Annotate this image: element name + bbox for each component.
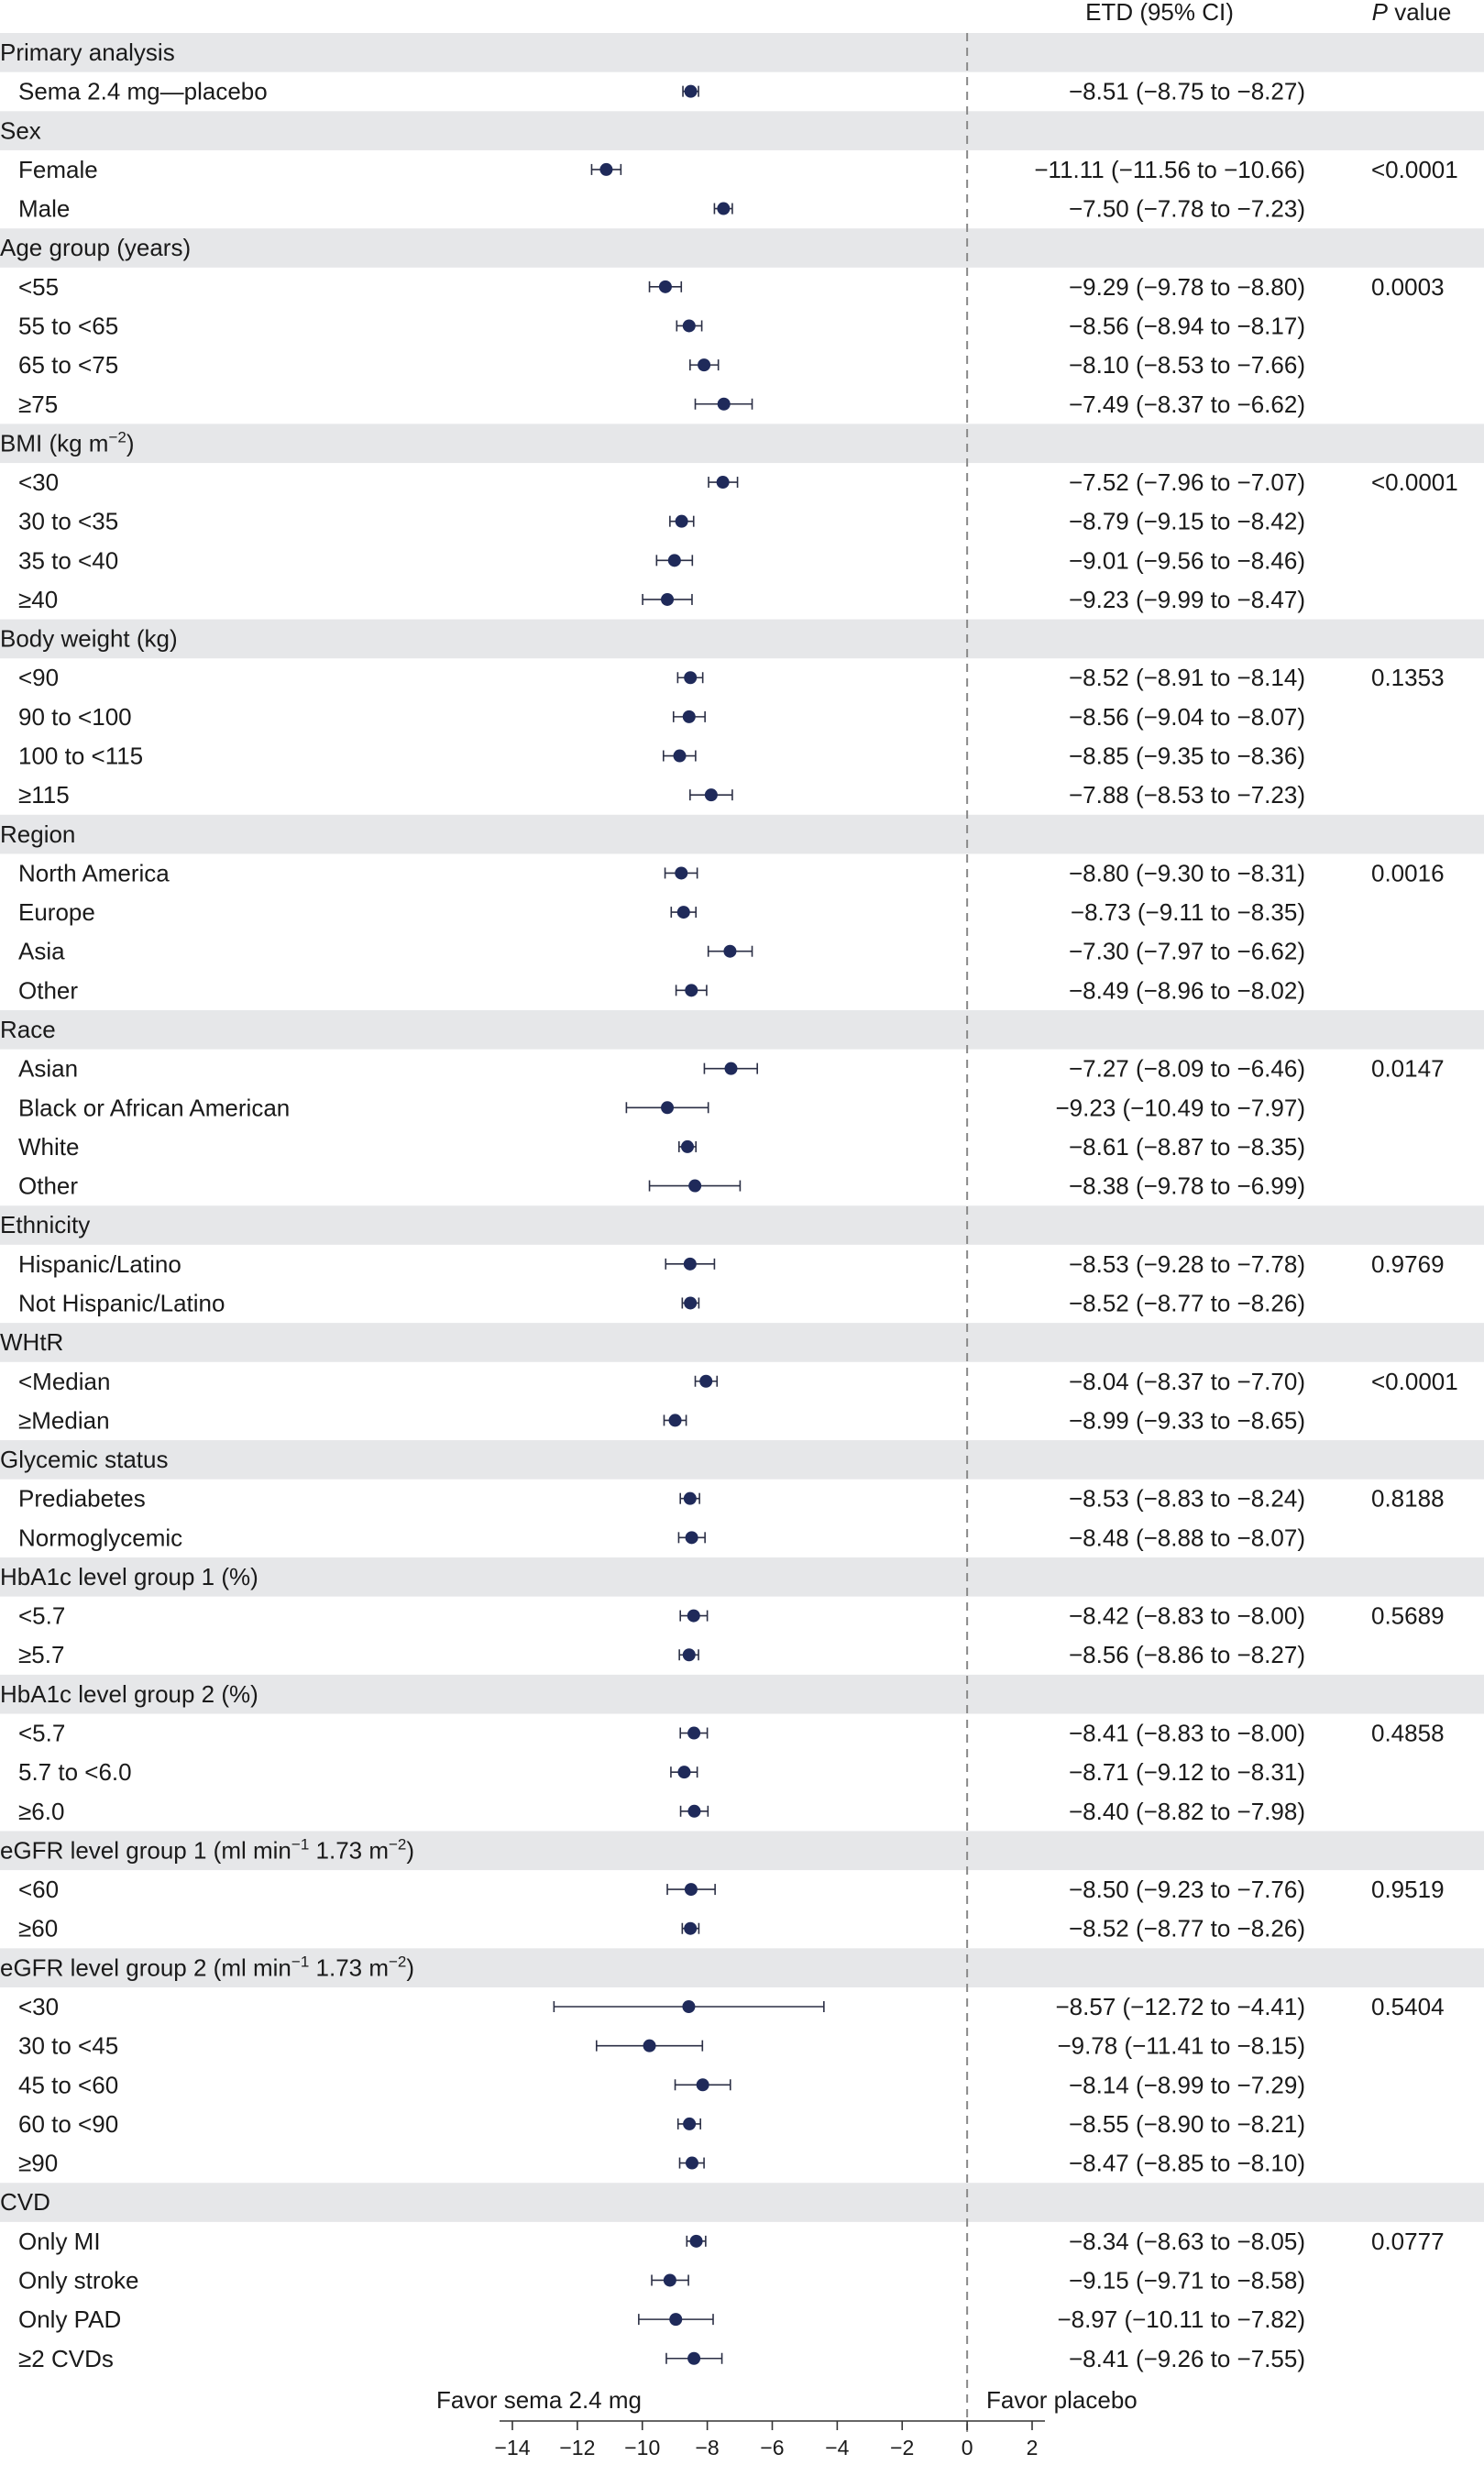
point-estimate	[684, 1258, 697, 1271]
etd-value: −9.78 (−11.41 to −8.15)	[1057, 2031, 1305, 2060]
p-value: <0.0001	[1371, 468, 1458, 497]
point-estimate	[661, 1101, 674, 1114]
group-label-5: Region	[0, 820, 76, 848]
point-estimate	[717, 476, 730, 489]
etd-value: −8.53 (−9.28 to −7.78)	[1068, 1249, 1305, 1278]
row-label: Not Hispanic/Latino	[18, 1289, 225, 1317]
row-label: Hispanic/Latino	[18, 1249, 181, 1278]
row-label: <30	[18, 1993, 60, 2020]
x-tick-label: 2	[1026, 2436, 1039, 2459]
point-estimate	[718, 398, 731, 411]
row-label: ≥115	[18, 781, 70, 809]
group-label-0: Primary analysis	[0, 39, 175, 66]
row-label: 65 to <75	[18, 351, 119, 380]
point-estimate	[683, 319, 696, 332]
point-estimate	[684, 1922, 697, 1935]
group-band	[0, 1010, 1484, 1050]
etd-value: −8.50 (−9.23 to −7.76)	[1068, 1876, 1305, 1904]
point-estimate	[705, 788, 718, 801]
x-tick-label: −6	[760, 2436, 785, 2459]
row-label: 30 to <45	[18, 2031, 119, 2060]
point-estimate	[724, 1062, 737, 1075]
point-estimate	[664, 2273, 676, 2286]
etd-value: −8.80 (−9.30 to −8.31)	[1068, 859, 1305, 887]
p-value: 0.9519	[1371, 1876, 1445, 1904]
point-estimate	[684, 671, 697, 684]
etd-value: −8.47 (−8.85 to −8.10)	[1068, 2149, 1305, 2177]
group-band	[0, 1440, 1484, 1480]
etd-value: −9.01 (−9.56 to −8.46)	[1068, 546, 1305, 575]
etd-value: −8.55 (−8.90 to −8.21)	[1068, 2109, 1305, 2138]
favor-right-label: Favor placebo	[986, 2386, 1138, 2414]
point-estimate	[690, 2235, 703, 2248]
p-value: 0.5404	[1371, 1993, 1445, 2020]
etd-value: −8.56 (−8.94 to −8.17)	[1068, 312, 1305, 340]
x-tick-label: −8	[695, 2436, 720, 2459]
row-label: Male	[18, 194, 71, 223]
group-band	[0, 424, 1484, 463]
row-label: Sema 2.4 mg—placebo	[18, 77, 268, 105]
etd-value: −9.23 (−9.99 to −8.47)	[1068, 585, 1305, 613]
point-estimate	[698, 358, 710, 371]
point-estimate	[688, 1180, 701, 1193]
group-band	[0, 33, 1484, 72]
etd-value: −8.85 (−9.35 to −8.36)	[1068, 742, 1305, 770]
group-label-4: Body weight (kg)	[0, 624, 178, 653]
row-label: <55	[18, 272, 60, 301]
point-estimate	[659, 281, 672, 293]
row-label: Other	[18, 1172, 79, 1200]
group-band	[0, 815, 1484, 854]
etd-value: −8.73 (−9.11 to −8.35)	[1070, 898, 1305, 927]
group-label-10: HbA1c level group 1 (%)	[0, 1562, 258, 1590]
p-value: 0.0003	[1371, 272, 1445, 301]
x-tick-label: −10	[624, 2436, 661, 2459]
row-label: <5.7	[18, 1601, 66, 1630]
etd-value: −8.38 (−9.78 to −6.99)	[1068, 1172, 1305, 1200]
header-p-value: P value	[1371, 0, 1452, 26]
p-value: 0.4858	[1371, 1719, 1445, 1747]
etd-value: −8.14 (−8.99 to −7.29)	[1068, 2071, 1305, 2099]
row-label: ≥40	[18, 585, 59, 613]
row-label: ≥2 CVDs	[18, 2344, 114, 2372]
point-estimate	[684, 1296, 697, 1309]
row-label: Only PAD	[18, 2305, 122, 2334]
row-label: Asia	[18, 937, 65, 965]
etd-value: −8.97 (−10.11 to −7.82)	[1057, 2305, 1305, 2334]
row-label: 90 to <100	[18, 702, 132, 731]
row-label: Only MI	[18, 2227, 101, 2255]
row-label: Prediabetes	[18, 1484, 146, 1513]
p-value: 0.0777	[1371, 2227, 1445, 2255]
row-label: 5.7 to <6.0	[18, 1758, 132, 1787]
etd-value: −8.56 (−8.86 to −8.27)	[1068, 1641, 1305, 1669]
etd-value: −7.27 (−8.09 to −6.46)	[1068, 1054, 1305, 1083]
row-label: 60 to <90	[18, 2109, 119, 2138]
header-etd: ETD (95% CI)	[1085, 0, 1234, 26]
point-estimate	[599, 163, 612, 176]
etd-value: −8.41 (−8.83 to −8.00)	[1068, 1719, 1305, 1747]
etd-value: −8.49 (−8.96 to −8.02)	[1068, 976, 1305, 1005]
group-label-7: Ethnicity	[0, 1211, 91, 1239]
row-label: <90	[18, 664, 60, 692]
point-estimate	[668, 554, 681, 567]
etd-value: −7.52 (−7.96 to −7.07)	[1068, 468, 1305, 497]
etd-value: −9.29 (−9.78 to −8.80)	[1068, 272, 1305, 301]
point-estimate	[697, 2078, 709, 2091]
x-tick-label: −2	[890, 2436, 915, 2459]
row-label: ≥5.7	[18, 1641, 65, 1669]
row-label: 45 to <60	[18, 2071, 119, 2099]
etd-value: −8.48 (−8.88 to −8.07)	[1068, 1524, 1305, 1552]
x-tick-label: −14	[494, 2436, 531, 2459]
point-estimate	[686, 2157, 698, 2170]
row-label: White	[18, 1132, 80, 1161]
p-value: <0.0001	[1371, 1367, 1458, 1395]
point-estimate	[674, 750, 687, 763]
etd-value: −9.23 (−10.49 to −7.97)	[1055, 1094, 1305, 1122]
etd-value: −8.79 (−9.15 to −8.42)	[1068, 507, 1305, 535]
row-label: Normoglycemic	[18, 1524, 183, 1552]
etd-value: −8.99 (−9.33 to −8.65)	[1068, 1406, 1305, 1435]
point-estimate	[684, 1492, 697, 1505]
point-estimate	[717, 203, 730, 215]
point-estimate	[683, 1648, 696, 1661]
row-label: North America	[18, 859, 170, 887]
group-label-12: eGFR level group 1 (ml $\min^{-1} 1.73$ $m^{-2}$)	[0, 1835, 415, 1865]
etd-value: −8.52 (−8.77 to −8.26)	[1068, 1289, 1305, 1317]
row-label: 30 to <35	[18, 507, 119, 535]
point-estimate	[685, 984, 698, 996]
point-estimate	[681, 1140, 694, 1153]
row-label: Black or African American	[18, 1094, 291, 1122]
x-tick-label: −4	[825, 2436, 850, 2459]
point-estimate	[643, 2040, 656, 2052]
etd-value: −8.56 (−9.04 to −8.07)	[1068, 702, 1305, 731]
p-value: 0.5689	[1371, 1601, 1445, 1630]
point-estimate	[685, 85, 698, 98]
group-band	[0, 2183, 1484, 2222]
x-tick-label: 0	[961, 2436, 973, 2459]
etd-value: −8.40 (−8.82 to −7.98)	[1068, 1797, 1305, 1825]
etd-value: −8.04 (−8.37 to −7.70)	[1068, 1367, 1305, 1395]
group-label-3: BMI (kg $m^{-2}$)	[0, 428, 135, 457]
etd-value: −8.52 (−8.77 to −8.26)	[1068, 1914, 1305, 1942]
row-label: ≥60	[18, 1914, 59, 1942]
etd-value: −8.52 (−8.91 to −8.14)	[1068, 664, 1305, 692]
row-label: ≥Median	[18, 1406, 110, 1435]
etd-value: −7.30 (−7.97 to −6.62)	[1068, 937, 1305, 965]
p-value: 0.8188	[1371, 1484, 1445, 1513]
point-estimate	[686, 1531, 698, 1544]
point-estimate	[661, 593, 674, 606]
favor-left-label: Favor sema 2.4 mg	[436, 2386, 642, 2414]
p-value: <0.0001	[1371, 155, 1458, 183]
group-label-6: Race	[0, 1016, 56, 1043]
point-estimate	[682, 2000, 695, 2013]
etd-value: −7.50 (−7.78 to −7.23)	[1068, 194, 1305, 223]
etd-value: −8.51 (−8.75 to −8.27)	[1068, 77, 1305, 105]
etd-value: −8.57 (−12.72 to −4.41)	[1055, 1993, 1305, 2020]
point-estimate	[683, 710, 696, 723]
row-label: Europe	[18, 898, 95, 927]
group-label-8: WHtR	[0, 1328, 64, 1357]
etd-value: −8.61 (−8.87 to −8.35)	[1068, 1132, 1305, 1161]
p-value: 0.0147	[1371, 1054, 1445, 1083]
row-label: <Median	[18, 1367, 111, 1395]
group-band	[0, 1205, 1484, 1245]
point-estimate	[677, 906, 690, 919]
x-tick-label: −12	[559, 2436, 596, 2459]
point-estimate	[683, 2118, 696, 2130]
row-label: ≥6.0	[18, 1797, 65, 1825]
point-estimate	[687, 2352, 700, 2365]
group-label-1: Sex	[0, 116, 41, 145]
group-label-9: Glycemic status	[0, 1446, 169, 1474]
row-label: Female	[18, 155, 98, 183]
point-estimate	[675, 866, 687, 879]
point-estimate	[687, 1805, 700, 1818]
group-label-11: HbA1c level group 2 (%)	[0, 1679, 258, 1708]
row-label: ≥75	[18, 390, 59, 418]
etd-value: −8.71 (−9.12 to −8.31)	[1068, 1758, 1305, 1787]
point-estimate	[677, 1766, 690, 1778]
point-estimate	[687, 1727, 700, 1740]
group-label-14: CVD	[0, 2188, 50, 2217]
p-value: 0.0016	[1371, 859, 1445, 887]
group-label-2: Age group (years)	[0, 234, 192, 262]
group-label-13: eGFR level group 2 (ml $\min^{-1} 1.73$ $m^{-2}$)	[0, 1953, 415, 1982]
row-label: <5.7	[18, 1719, 66, 1747]
group-band	[0, 1323, 1484, 1362]
p-value: 0.1353	[1371, 664, 1445, 692]
point-estimate	[669, 2313, 682, 2326]
etd-value: −8.42 (−8.83 to −8.00)	[1068, 1601, 1305, 1630]
p-value: 0.9769	[1371, 1249, 1445, 1278]
row-label: <30	[18, 468, 60, 497]
row-label: <60	[18, 1876, 60, 1904]
point-estimate	[699, 1375, 712, 1388]
point-estimate	[723, 945, 736, 958]
point-estimate	[676, 515, 688, 528]
row-label: 100 to <115	[18, 742, 144, 770]
point-estimate	[687, 1610, 700, 1623]
row-label: 55 to <65	[18, 312, 119, 340]
row-label: ≥90	[18, 2149, 59, 2177]
etd-value: −11.11 (−11.56 to −10.66)	[1034, 155, 1305, 183]
row-label: Asian	[18, 1054, 79, 1083]
etd-value: −9.15 (−9.71 to −8.58)	[1068, 2266, 1305, 2294]
row-label: 35 to <40	[18, 546, 119, 575]
row-label: Only stroke	[18, 2266, 139, 2294]
group-band	[0, 111, 1484, 150]
etd-value: −8.53 (−8.83 to −8.24)	[1068, 1484, 1305, 1513]
etd-value: −7.49 (−8.37 to −6.62)	[1068, 390, 1305, 418]
point-estimate	[669, 1414, 682, 1426]
row-label: Other	[18, 976, 79, 1005]
point-estimate	[685, 1883, 698, 1896]
group-band	[0, 228, 1484, 268]
group-band	[0, 620, 1484, 659]
etd-value: −8.41 (−9.26 to −7.55)	[1068, 2344, 1305, 2372]
etd-value: −8.34 (−8.63 to −8.05)	[1068, 2227, 1305, 2255]
etd-value: −7.88 (−8.53 to −7.23)	[1068, 781, 1305, 809]
etd-value: −8.10 (−8.53 to −7.66)	[1068, 351, 1305, 380]
